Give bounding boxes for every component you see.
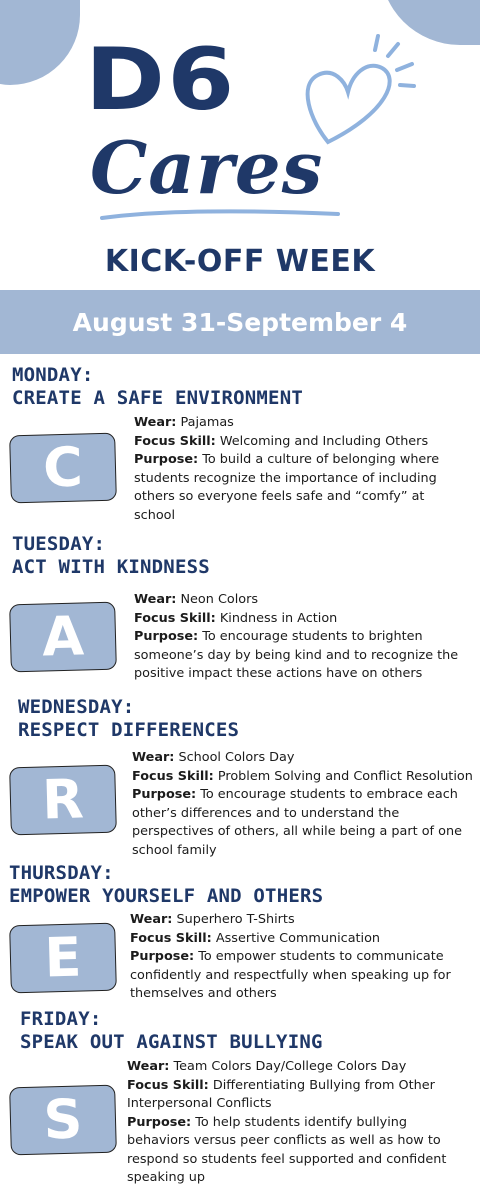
letter: C xyxy=(42,435,84,500)
day-section-friday xyxy=(0,1004,480,1200)
day-theme: SPEAK OUT AGAINST BULLYING xyxy=(20,1031,323,1053)
day-section-tuesday xyxy=(0,531,480,691)
purpose-value: To help students identify bullying behaviors versus peer conflicts as well as how to respond so students feel supported and confident speaking up xyxy=(127,1114,447,1185)
letter: A xyxy=(41,604,85,669)
letter-card-c xyxy=(9,433,117,504)
day-theme: ACT WITH KINDNESS xyxy=(12,556,210,578)
wear-value: Team Colors Day/College Colors Day xyxy=(173,1059,407,1074)
purpose-label: Purpose: xyxy=(134,452,199,467)
day-heading xyxy=(20,1008,323,1054)
logo-d6-text: D6 xyxy=(85,30,237,130)
day-name: THURSDAY: xyxy=(9,862,114,884)
page-title: KICK-OFF WEEK xyxy=(104,244,376,279)
logo-cares-text: Cares xyxy=(90,125,324,210)
wear-label: Wear: xyxy=(134,415,177,430)
purpose-label: Purpose: xyxy=(130,949,195,964)
day-theme: EMPOWER YOURSELF AND OTHERS xyxy=(9,885,324,907)
letter: E xyxy=(43,925,83,990)
purpose-value: To empower students to communicate confidently and respectfully when speaking up for themselves and others xyxy=(130,949,451,1001)
focus-value: Welcoming and Including Others xyxy=(219,433,429,449)
wear-label: Wear: xyxy=(130,912,173,927)
focus-label: Focus Skill: xyxy=(134,610,216,626)
letter-card-s xyxy=(9,1085,117,1156)
day-name: FRIDAY: xyxy=(20,1008,102,1030)
day-name: WEDNESDAY: xyxy=(18,696,135,718)
focus-value: Kindness in Action xyxy=(219,610,338,626)
day-name: TUESDAY: xyxy=(12,533,106,555)
day-theme: RESPECT DIFFERENCES xyxy=(18,719,240,741)
date-range: August 31-September 4 xyxy=(72,307,408,337)
wear-value: Neon Colors xyxy=(180,592,259,607)
purpose-value: To encourage students to embrace each other’s differences and to understand the perspectives of others, all while being a part of one school family xyxy=(132,787,462,858)
day-details xyxy=(134,591,480,684)
letter-card-r xyxy=(9,765,117,836)
purpose-label: Purpose: xyxy=(127,1114,192,1130)
day-details xyxy=(130,911,470,1004)
focus-label: Focus Skill: xyxy=(132,768,214,784)
d6-cares-logo xyxy=(60,30,420,230)
date-banner xyxy=(0,290,480,354)
day-name: MONDAY: xyxy=(12,364,94,386)
day-heading xyxy=(9,862,323,908)
focus-label: Focus Skill: xyxy=(127,1077,209,1093)
wear-label: Wear: xyxy=(134,592,177,607)
focus-value: Assertive Communication xyxy=(215,930,381,946)
wear-label: Wear: xyxy=(132,750,175,765)
day-details xyxy=(134,414,464,525)
focus-label: Focus Skill: xyxy=(134,433,216,449)
day-theme: CREATE A SAFE ENVIRONMENT xyxy=(12,387,303,409)
day-section-thursday xyxy=(0,860,480,1008)
day-heading xyxy=(18,696,239,742)
letter-card-e xyxy=(9,923,117,994)
focus-label: Focus Skill: xyxy=(130,930,212,946)
day-section-wednesday xyxy=(0,692,480,862)
wear-value: Pajamas xyxy=(180,415,234,430)
day-heading xyxy=(12,364,303,410)
letter: S xyxy=(42,1087,84,1152)
focus-value: Problem Solving and Conflict Resolution xyxy=(217,768,473,784)
wear-label: Wear: xyxy=(127,1059,170,1074)
purpose-label: Purpose: xyxy=(134,629,199,644)
day-heading xyxy=(12,533,210,579)
logo-underline xyxy=(100,208,340,222)
purpose-value: To encourage students to brighten someone’s day by being kind and to recognize the positive impact these actions have on others xyxy=(134,629,459,681)
letter: R xyxy=(41,767,85,832)
purpose-label: Purpose: xyxy=(132,787,197,802)
day-section-monday xyxy=(0,362,480,530)
day-details xyxy=(132,749,480,860)
letter-card-a xyxy=(9,602,117,673)
focus-value: Differentiating Bullying from Other Interpersonal Conflicts xyxy=(127,1077,435,1111)
purpose-value: To build a culture of belonging where students recognize the importance of including others so everyone feels safe and “comfy” at school xyxy=(134,452,440,523)
wear-value: Superhero T-Shirts xyxy=(176,912,295,927)
wear-value: School Colors Day xyxy=(178,750,295,765)
day-details xyxy=(127,1058,472,1188)
